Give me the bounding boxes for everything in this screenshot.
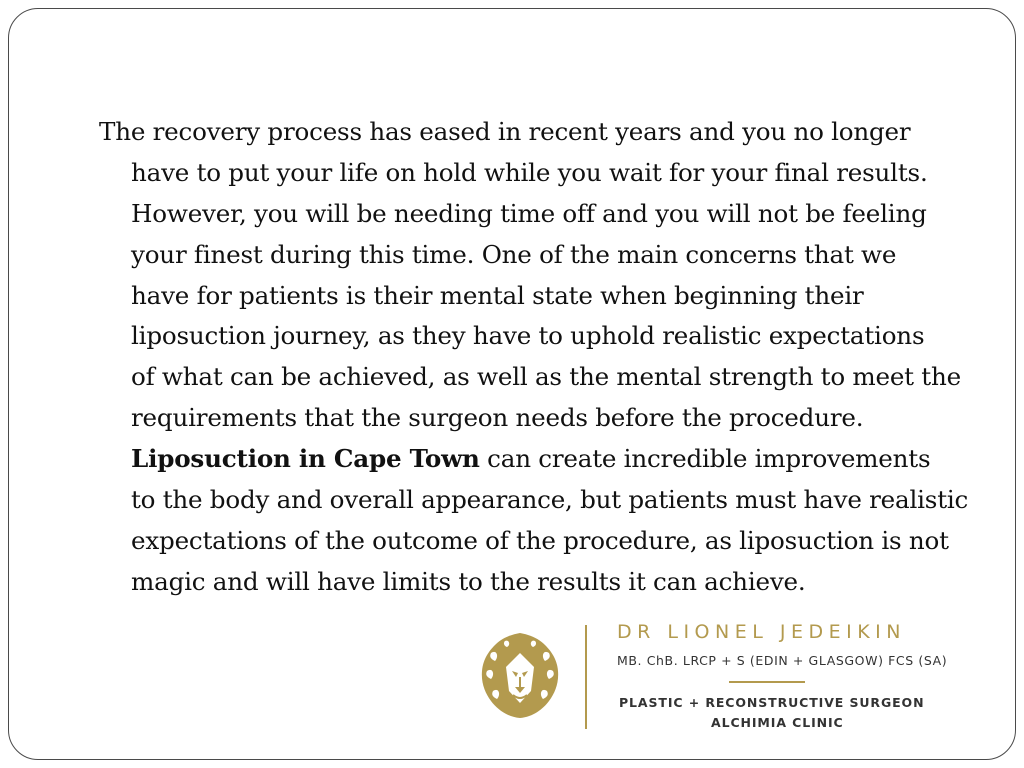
text-line: have for patients is their mental state when beginning their (131, 280, 864, 310)
logo-divider-horizontal (729, 681, 805, 683)
text-line: magic and will have limits to the results it can achieve. (131, 566, 806, 596)
text-line-with-link (99, 439, 959, 480)
text-line: your finest during this time. One of the main concerns that we (131, 239, 897, 269)
text-line: The recovery process has eased in recent years and you no longer (99, 117, 911, 146)
text-line: have to put your life on hold while you wait for your final results. (131, 157, 928, 187)
text-line-rest: can create incredible improvements (479, 444, 931, 474)
doctor-qualifications: MB. ChB. LRCP + S (EDIN + GLASGOW) FCS (SA) (617, 653, 948, 668)
doctor-specialty: PLASTIC + RECONSTRUCTIVE SURGEON (619, 695, 925, 710)
text-line: requirements that the surgeon needs before the procedure. (131, 403, 864, 433)
lion-head-icon (479, 631, 561, 719)
logo-divider-vertical (585, 625, 587, 729)
body-paragraph (99, 112, 969, 603)
liposuction-cape-town-link[interactable]: Liposuction in Cape Town (131, 444, 480, 474)
text-line: of what can be achieved, as well as the mental strength to meet the (131, 362, 961, 392)
doctor-name: DR LIONEL JEDEIKIN (617, 621, 906, 643)
clinic-name: ALCHIMIA CLINIC (711, 715, 844, 730)
text-line: to the body and overall appearance, but patients must have realistic (131, 485, 969, 515)
text-line: expectations of the outcome of the procedure, as liposuction is not (131, 525, 949, 555)
slide-frame (8, 8, 1016, 760)
clinic-logo (479, 621, 979, 731)
text-line: However, you will be needing time off and you will not be feeling (131, 198, 927, 228)
text-line: liposuction journey, as they have to uphold realistic expectations (131, 321, 925, 351)
